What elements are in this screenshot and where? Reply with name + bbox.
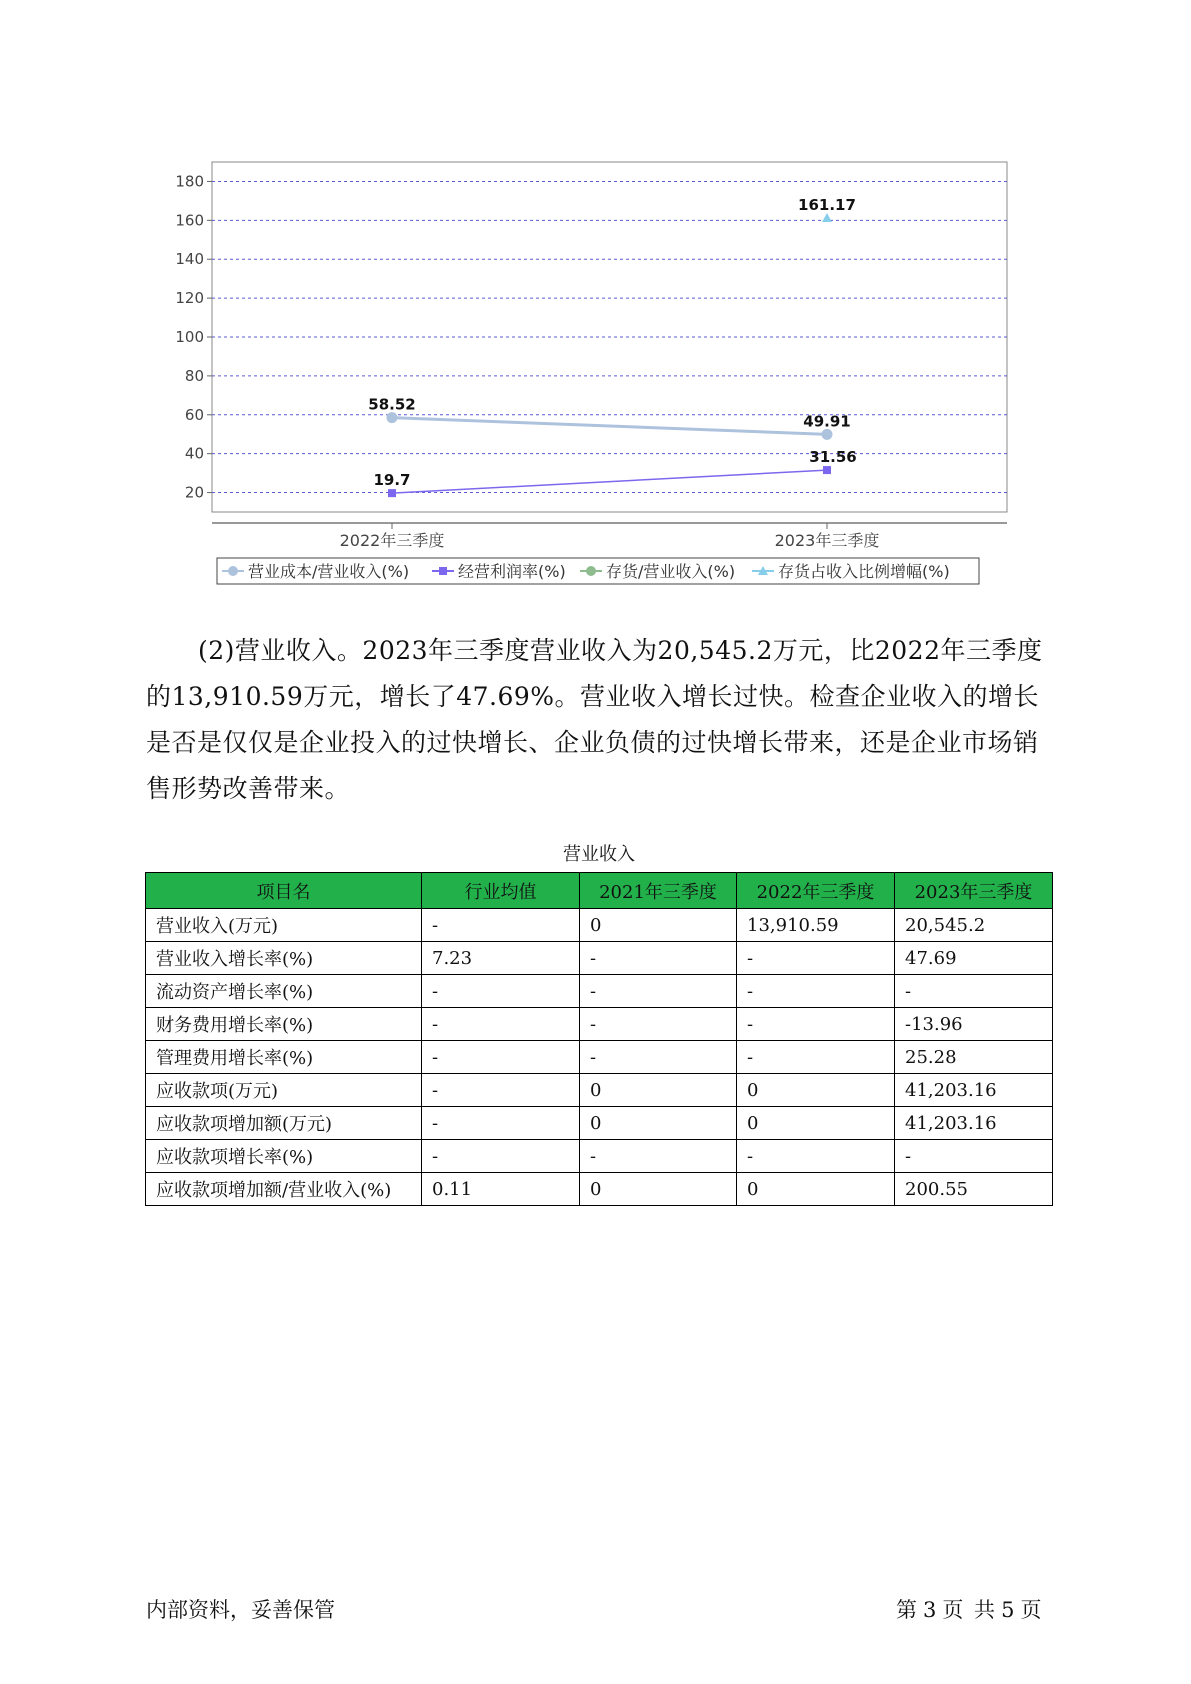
page-mid: 页 共 [942, 1598, 996, 1622]
table-cell: 流动资产增长率(%) [146, 975, 422, 1008]
table-cell: - [737, 1140, 895, 1173]
table-cell: - [422, 1041, 580, 1074]
table-cell: - [737, 975, 895, 1008]
legend-marker [439, 567, 447, 575]
legend-label: 经营利润率(%) [458, 562, 566, 581]
table-cell: - [422, 1140, 580, 1173]
table-header-cell: 项目名 [146, 873, 422, 909]
y-tick-label: 160 [175, 211, 204, 230]
table-row [146, 1107, 1053, 1140]
table-cell: - [580, 1140, 737, 1173]
table-row [146, 942, 1053, 975]
table-cell: - [580, 975, 737, 1008]
table-row [146, 1140, 1053, 1173]
table-cell: - [737, 942, 895, 975]
legend-label: 营业成本/营业收入(%) [248, 562, 410, 581]
table-row [146, 1074, 1053, 1107]
y-tick-label: 100 [175, 328, 204, 346]
table-cell: 财务费用增长率(%) [146, 1008, 422, 1041]
table-cell: 管理费用增长率(%) [146, 1041, 422, 1074]
table-cell: - [580, 1008, 737, 1041]
data-point [822, 429, 833, 440]
table-header-cell: 2023年三季度 [895, 873, 1053, 909]
table-header-cell: 2021年三季度 [580, 873, 737, 909]
table-cell: 0 [737, 1173, 895, 1206]
table-header-cell: 2022年三季度 [737, 873, 895, 909]
y-tick-label: 180 [175, 172, 204, 191]
table-cell: - [737, 1041, 895, 1074]
table-cell: 营业收入增长率(%) [146, 942, 422, 975]
body-paragraph [146, 628, 1056, 812]
table-cell: -13.96 [895, 1008, 1053, 1041]
x-tick-label: 2022年三季度 [339, 531, 445, 550]
table-cell: 0 [737, 1074, 895, 1107]
table-cell: 应收款项增加额(万元) [146, 1107, 422, 1140]
data-label: 31.56 [809, 448, 857, 467]
table-cell: 营业收入(万元) [146, 909, 422, 942]
line-chart [0, 0, 1191, 600]
table-body [146, 909, 1053, 1206]
table-cell: 0 [580, 909, 737, 942]
table-row [146, 909, 1053, 942]
y-tick-label: 40 [184, 444, 204, 463]
table-cell: - [580, 1041, 737, 1074]
page-suffix: 页 [1020, 1598, 1042, 1622]
table-cell: 0 [737, 1107, 895, 1140]
table-cell: 应收款项(万元) [146, 1074, 422, 1107]
revenue-table [145, 872, 1053, 1206]
table-cell: 应收款项增长率(%) [146, 1140, 422, 1173]
table-cell: - [737, 1008, 895, 1041]
x-tick-label: 2023年三季度 [774, 531, 880, 550]
series-line [392, 470, 827, 493]
table-cell: - [422, 1074, 580, 1107]
table-cell: 41,203.16 [895, 1074, 1053, 1107]
y-tick-label: 80 [184, 366, 204, 385]
table-header-cell: 行业均值 [422, 873, 580, 909]
table-row [146, 1041, 1053, 1074]
legend-label: 存货占收入比例增幅(%) [778, 562, 950, 581]
table-cell: 应收款项增加额/营业收入(%) [146, 1173, 422, 1206]
table-cell: - [422, 909, 580, 942]
y-tick-label: 120 [175, 289, 204, 308]
data-label: 58.52 [368, 395, 416, 414]
table-cell: 7.23 [422, 942, 580, 975]
data-label: 19.7 [373, 471, 411, 490]
table-cell: 0 [580, 1074, 737, 1107]
data-label: 161.17 [798, 196, 856, 215]
y-tick-label: 60 [184, 405, 204, 424]
page-total: 5 [1001, 1598, 1015, 1622]
table-cell: 25.28 [895, 1041, 1053, 1074]
table-cell: 0 [580, 1173, 737, 1206]
footer-page-number [893, 1594, 1044, 1624]
paragraph-text: (2)营业收入。2023年三季度营业收入为20,545.2万元，比2022年三季度的13,910.59万元，增长了47.69%。营业收入增长过快。检查企业收入的增长是否是仅仅是企业投入的过快增长、企业负债的过快增长带来，还是企业市场销售形势改善带来。 [146, 636, 1043, 803]
table-header-row [146, 873, 1053, 909]
legend-label: 存货/营业收入(%) [606, 562, 736, 581]
table-cell: 0 [580, 1107, 737, 1140]
table-row [146, 1173, 1053, 1206]
legend-marker [228, 566, 238, 576]
table-title: 营业收入 [563, 844, 635, 865]
table-cell: - [422, 975, 580, 1008]
table-cell: - [422, 1008, 580, 1041]
data-point [823, 466, 831, 474]
table-cell: 20,545.2 [895, 909, 1053, 942]
table-cell: 200.55 [895, 1173, 1053, 1206]
table-cell: 47.69 [895, 942, 1053, 975]
series-line [392, 418, 827, 435]
y-tick-label: 20 [184, 483, 204, 502]
table-cell: 13,910.59 [737, 909, 895, 942]
table-row [146, 975, 1053, 1008]
table-cell: - [895, 975, 1053, 1008]
table-cell: - [422, 1107, 580, 1140]
data-point [822, 213, 832, 222]
table-cell: 41,203.16 [895, 1107, 1053, 1140]
table-row [146, 1008, 1053, 1041]
y-tick-label: 140 [175, 250, 204, 269]
data-point [388, 489, 396, 497]
data-label: 49.91 [803, 412, 851, 431]
table-cell: - [895, 1140, 1053, 1173]
table-cell: 0.11 [422, 1173, 580, 1206]
page-prefix: 第 [896, 1598, 917, 1622]
data-point [387, 412, 398, 423]
footer-confidential: 内部资料，妥善保管 [146, 1598, 335, 1622]
page-current: 3 [923, 1598, 937, 1622]
table-cell: - [580, 942, 737, 975]
legend-marker [586, 566, 596, 576]
